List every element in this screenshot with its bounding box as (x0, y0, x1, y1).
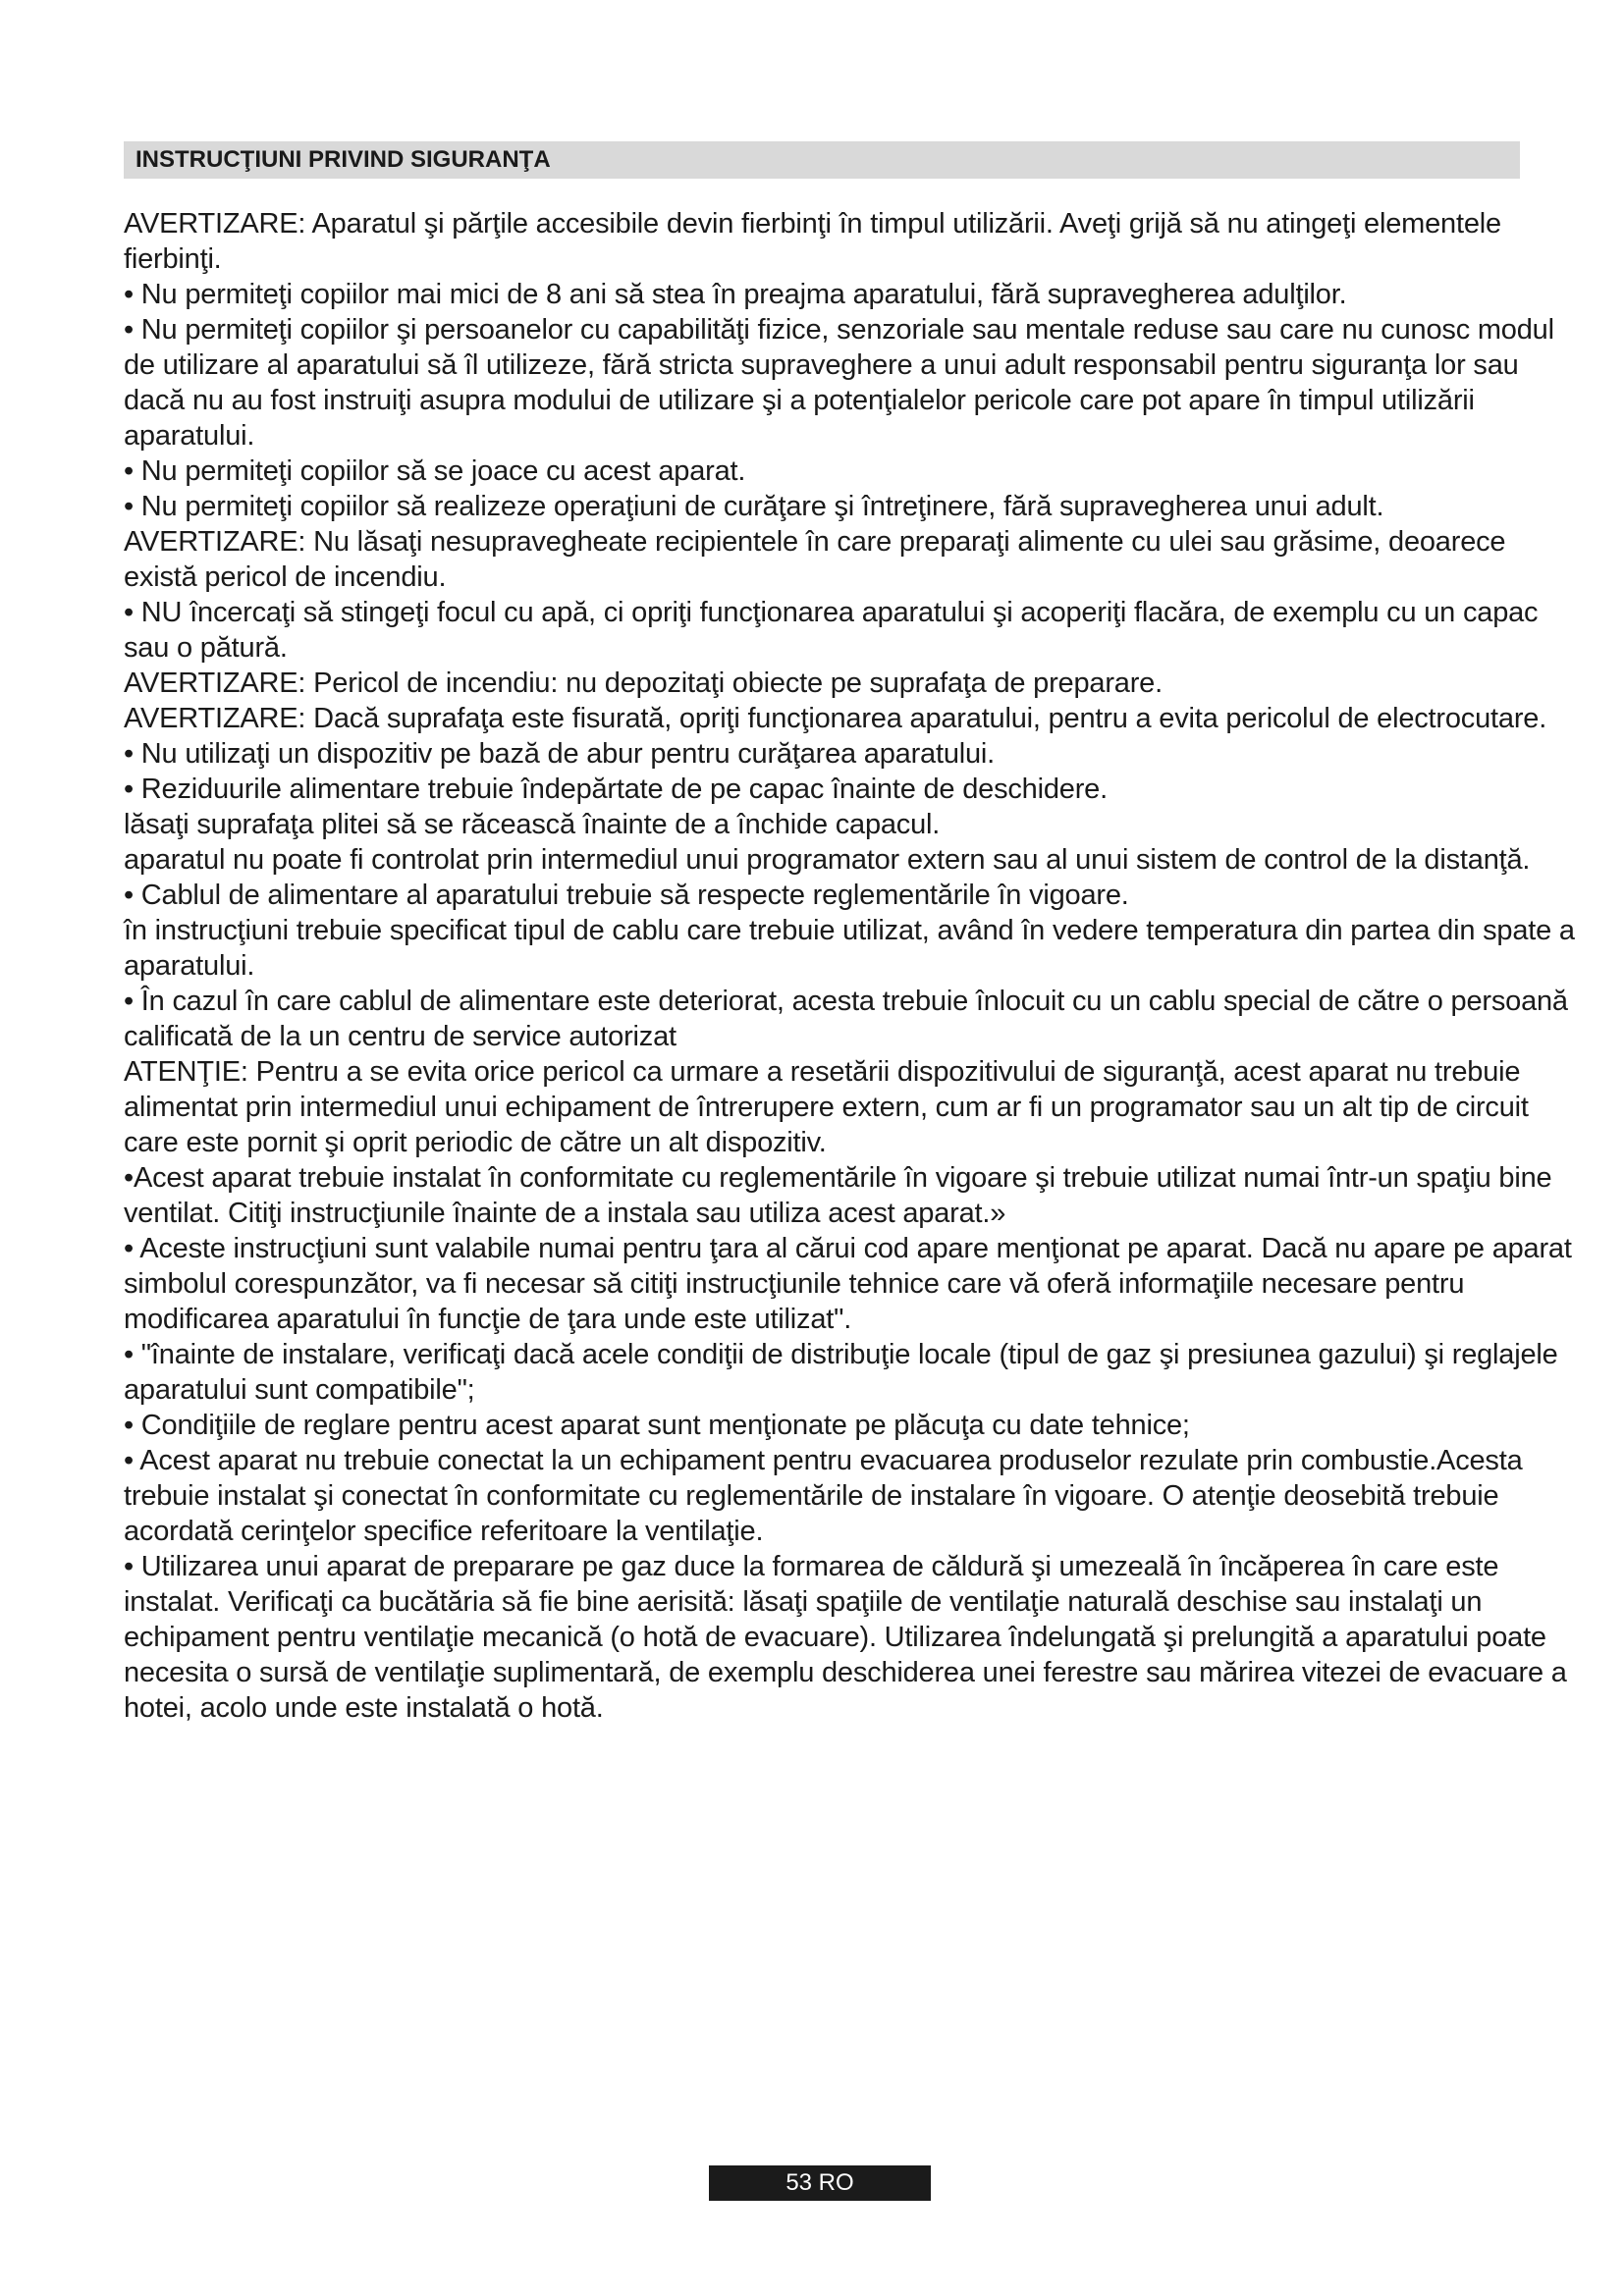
section-title: INSTRUCŢIUNI PRIVIND SIGURANŢA (124, 141, 1520, 179)
paragraph-20: • "înainte de instalare, verificaţi dacă acele condiţii de distribuţie locale (tipul de gaz şi presiunea gazului) şi reglajele aparatului sunt compatibile"; (124, 1339, 1558, 1406)
paragraph-5: • Nu permiteţi copiilor să realizeze operaţiuni de curăţare şi întreţinere, fără supravegherea unui adult. (124, 491, 1384, 522)
paragraph-19: • Aceste instrucţiuni sunt valabile numai pentru ţara al cărui cod apare menţionat pe aparat. Dacă nu apare pe aparat simbolul corespunzător, va fi necesar să citiţi instrucţiunile tehnice care vă oferă informaţiile necesare pentru modificarea aparatului în funcţie de ţara unde este utilizat". (124, 1233, 1572, 1335)
paragraph-17: ATENŢIE: Pentru a se evita orice pericol ca urmare a resetării dispozitivului de siguranţă, acest aparat nu trebuie alimentat prin intermediul unui echipament de întrerupere extern, cum ar fi un programator sau un alt tip de circuit care este pornit şi oprit periodic de către un alt dispozitiv. (124, 1056, 1529, 1158)
safety-instructions-body (124, 206, 1577, 1726)
paragraph-6: AVERTIZARE: Nu lăsaţi nesupravegheate recipientele în care preparaţi alimente cu ulei sau grăsime, deoarece există pericol de incendiu. (124, 526, 1506, 593)
paragraph-22: • Acest aparat nu trebuie conectat la un echipament pentru evacuarea produselor rezulate prin combustie.Acesta trebuie instalat şi conectat în conformitate cu reglementările de instalare în vigoare. O atenţie deosebită trebuie acordată cerinţelor specifice referitoare la ventilaţie. (124, 1445, 1523, 1547)
paragraph-23: • Utilizarea unui aparat de preparare pe gaz duce la formarea de căldură şi umezeală în încăperea în care este instalat. Verificaţi ca bucătăria să fie bine aerisită: lăsaţi spaţiile de ventilaţie naturală deschise sau instalaţi un echipament pentru ventilaţie mecanică (o hotă de evacuare). Utilizarea îndelungată şi prelungită a aparatului poate necesita o sursă de ventilaţie suplimentară, de exemplu deschiderea unei ferestre sau mărirea vitezei de evacuare a hotei, acolo unde este instalată o hotă. (124, 1551, 1567, 1724)
paragraph-15: în instrucţiuni trebuie specificat tipul de cablu care trebuie utilizat, având în vedere temperatura din partea din spate a aparatului. (124, 915, 1575, 982)
paragraph-21: • Condiţiile de reglare pentru acest aparat sunt menţionate pe plăcuţa cu date tehnice; (124, 1410, 1190, 1441)
paragraph-16: • În cazul în care cablul de alimentare este deteriorat, acesta trebuie înlocuit cu un cablu special de către o persoană calificată de la un centru de service autorizat (124, 986, 1568, 1052)
paragraph-13: aparatul nu poate fi controlat prin intermediul unui programator extern sau al unui sistem de control de la distanţă. (124, 844, 1531, 876)
paragraph-12: lăsaţi suprafaţa plitei să se răcească înainte de a închide capacul. (124, 809, 941, 840)
paragraph-11: • Reziduurile alimentare trebuie îndepărtate de pe capac înainte de deschidere. (124, 774, 1108, 805)
page-number-badge: 53 RO (709, 2165, 931, 2201)
paragraph-18: •Acest aparat trebuie instalat în conformitate cu reglementările în vigoare şi trebuie utilizat numai într-un spaţiu bine ventilat. Citiţi instrucţiunile înainte de a instala sau utiliza acest aparat.» (124, 1162, 1552, 1229)
paragraph-7: • NU încercaţi să stingeţi focul cu apă, ci opriţi funcţionarea aparatului şi acoperiţi flacăra, de exemplu cu un capac sau o pătură. (124, 597, 1539, 664)
paragraph-10: • Nu utilizaţi un dispozitiv pe bază de abur pentru curăţarea aparatului. (124, 738, 996, 770)
paragraph-1: AVERTIZARE: Aparatul şi părţile accesibile devin fierbinţi în timpul utilizării. Aveţi grijă să nu atingeţi elementele fierbinţi. (124, 208, 1501, 275)
paragraph-3: • Nu permiteţi copiilor şi persoanelor cu capabilităţi fizice, senzoriale sau mentale reduse sau care nu cunosc modul de utilizare al aparatului să îl utilizeze, fără stricta supraveghere a unui adult responsabil pentru siguranţa lor sau dacă nu au fost instruiţi asupra modului de utilizare şi a potenţialelor pericole care pot apare în timpul utilizării aparatului. (124, 314, 1554, 452)
paragraph-14: • Cablul de alimentare al aparatului trebuie să respecte reglementările în vigoare. (124, 880, 1129, 911)
paragraph-8: AVERTIZARE: Pericol de incendiu: nu depozitaţi obiecte pe suprafaţa de preparare. (124, 667, 1163, 699)
paragraph-2: • Nu permiteţi copiilor mai mici de 8 ani să stea în preajma aparatului, fără supravegherea adulţilor. (124, 279, 1347, 310)
paragraph-4: • Nu permiteţi copiilor să se joace cu acest aparat. (124, 455, 746, 487)
paragraph-9: AVERTIZARE: Dacă suprafaţa este fisurată, opriţi funcţionarea aparatului, pentru a evita pericolul de electrocutare. (124, 703, 1547, 734)
